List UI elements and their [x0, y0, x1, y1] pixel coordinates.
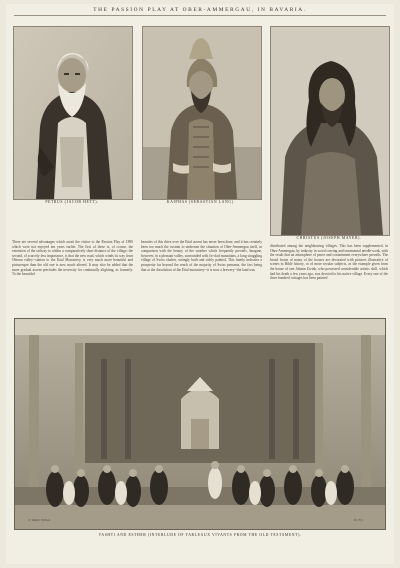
page-title: THE PASSION PLAY AT OBER-AMMERGAU, IN BAVARIA. — [93, 7, 307, 13]
tableau-caption: VASHTI AND ESTHER (INTERLUDE OF TABLEAUX VIVANTS FROM THE OLD TESTAMENT). — [98, 533, 302, 537]
portrait-petrus-image — [14, 27, 132, 199]
portrait-kaiphas-image — [143, 27, 261, 199]
tableau-engraving — [14, 318, 386, 530]
portrait-kaiphas-caption: KAIPHAS (SEBASTIAN LANG). — [166, 200, 236, 204]
portrait-kaiphas — [142, 26, 262, 200]
engraver-signature-right: W. Fry — [354, 518, 364, 522]
portrait-christus-caption: CHRISTUS (JOSEPH MAYER). — [296, 236, 362, 240]
portrait-christus-image — [271, 27, 389, 235]
title-rule — [14, 15, 386, 16]
portrait-petrus — [13, 26, 133, 200]
portrait-petrus-caption: PETRUS (JACOB HETT). — [45, 200, 99, 204]
article-body — [12, 240, 262, 314]
article-column-2: beauties of this drive over the Ettal ascent has never been done, and it has certainly been too much the custom to underrate the situation of Ober-Ammergau itself, in comparison with the beauty of the weather which frequently prevails. Imagine, however, in a pleasant valley, surrounded with fir-clad mountains, a long straggling village of Swiss chalets, strongly built and richly painted. This faintly indicates a prosperity far beyond the reach of the majority of Swiss peasants, the fact being that at the dissolution of the Ettal monastery--it is now a brewery--the land was — [141, 240, 262, 272]
engraver-signature-left: T. Walter Wilson — [28, 518, 51, 522]
article-column-1: There are several advantages which await the visitor to the Passion Play of 1890 which were not enjoyed ten years earlier. The first of these is, of course, the extension of the railway to within a comparatively short distance of the village; the second, of scarcely less importance, is that the new road, which winds its way from Oberau valley--station to the Ettal Monastery, is very much more beautiful and picturesque than the old one is now much altered. It may also be added that the more gradual ascent precludes the necessity for continually alighting, as formerly. To the beautiful — [12, 240, 133, 277]
magazine-page — [6, 4, 394, 564]
tableau-image — [15, 319, 385, 529]
article-body-right — [270, 244, 388, 314]
portrait-christus — [270, 26, 390, 236]
article-column-3: distributed among the neighbouring villages. This has been supplemented, in Ober-Ammergau, by industry in wood carving and ornamental needle-work, with the result that an atmosphere of peace and contentment everywhere prevails. The broad fronts of many of the houses are decorated with pictures illustrative of scenes in Bible history, or of more secular subjects, as the example given from the house of one Johann Zwink, who possessed considerable artistic skill, which had his death a few years ago, was devoted to his native village. Every one of the three hundred cottages has been painted — [270, 244, 388, 281]
